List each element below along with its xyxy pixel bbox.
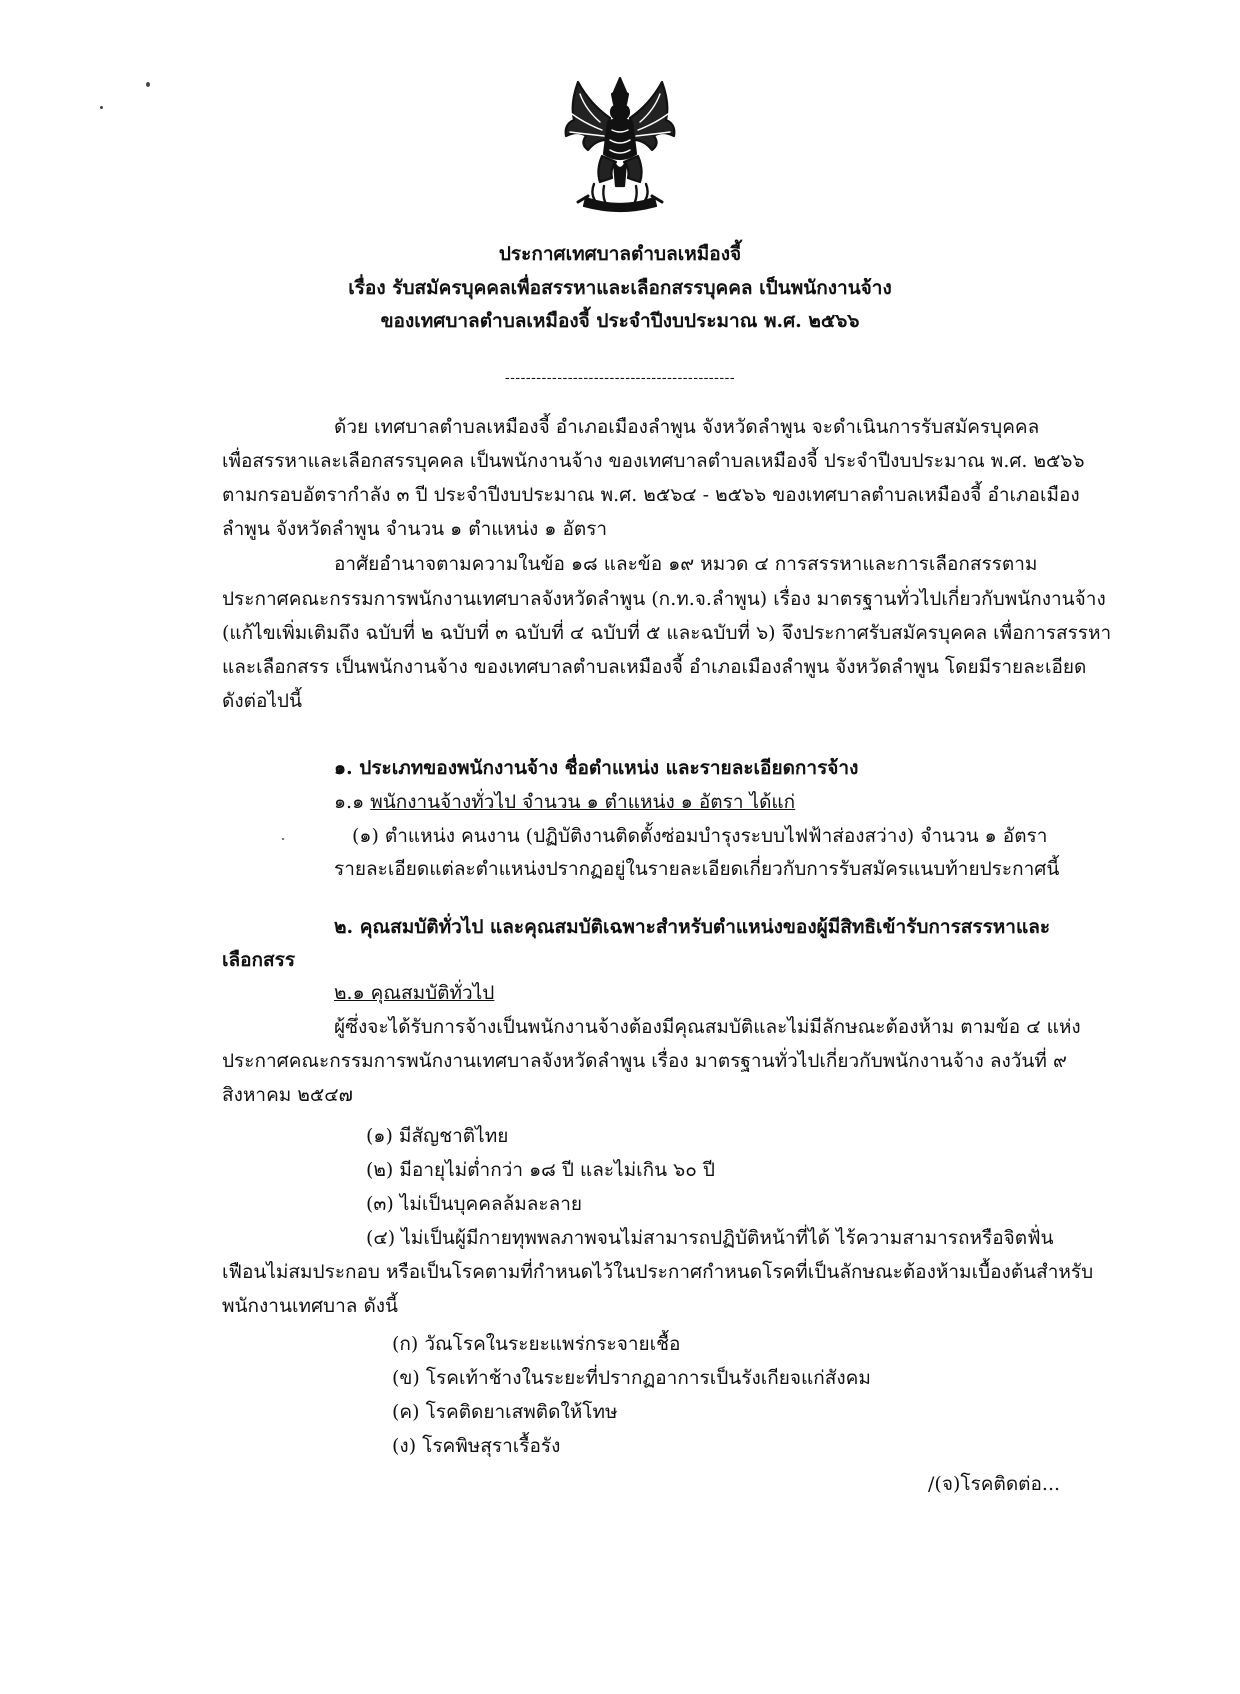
disease-item-a: (ก) วัณโรคในระยะแพร่กระจายเชื้อ bbox=[392, 1333, 681, 1355]
section-2-heading-cont: เลือกสรร bbox=[222, 949, 296, 971]
scan-speck bbox=[282, 838, 284, 840]
continuation-note: /(จ)โรคติดต่อ... bbox=[928, 1473, 1061, 1495]
position-item-1: (๑) ตำแหน่ง คนงาน (ปฏิบัติงานติดตั้งซ่อมบำรุงระบบไฟฟ้าส่องสว่าง) จำนวน ๑ อัตรา bbox=[352, 825, 1048, 847]
section-2-1-heading: ๒.๑ คุณสมบัติทั่วไป bbox=[334, 982, 495, 1004]
section-1-1-number: ๑.๑ bbox=[334, 791, 365, 813]
intro-p2-line-1: อาศัยอำนาจตามความในข้อ ๑๘ และข้อ ๑๙ หมวด ๔ การสรรหาและการเลือกสรรตาม bbox=[334, 553, 1038, 575]
section-2-para-line-1: ผู้ซึ่งจะได้รับการจ้างเป็นพนักงานจ้างต้องมีคุณสมบัติและไม่มีลักษณะต้องห้าม ตามข้อ ๔ แห่ง bbox=[334, 1016, 1081, 1038]
garuda-emblem-icon bbox=[560, 74, 680, 214]
disease-item-d: (ง) โรคพิษสุราเรื้อรัง bbox=[392, 1435, 561, 1457]
disease-item-b: (ข) โรคเท้าช้างในระยะที่ปรากฏอาการเป็นรังเกียจแก่สังคม bbox=[392, 1367, 871, 1389]
scan-speck bbox=[146, 82, 150, 87]
position-note: รายละเอียดแต่ละตำแหน่งปรากฏอยู่ในรายละเอียดเกี่ยวกับการรับสมัครแนบท้ายประกาศนี้ bbox=[334, 858, 1060, 880]
subject-line: เรื่อง รับสมัครบุคคลเพื่อสรรหาและเลือกสรรบุคคล เป็นพนักงานจ้าง bbox=[348, 277, 892, 299]
section-1-heading: ๑. ประเภทของพนักงานจ้าง ชื่อตำแหน่ง และรายละเอียดการจ้าง bbox=[334, 757, 859, 779]
scan-speck bbox=[100, 106, 103, 109]
subject-line-2: ของเทศบาลตำบลเหมืองจี้ ประจำปีงบประมาณ พ.ศ. ๒๕๖๖ bbox=[380, 310, 860, 332]
section-2-heading: ๒. คุณสมบัติทั่วไป และคุณสมบัติเฉพาะสำหรับตำแหน่งของผู้มีสิทธิเข้ารับการสรรหาและ bbox=[334, 916, 1051, 938]
divider: -------------------------------------------- bbox=[504, 370, 736, 386]
disease-item-c: (ค) โรคติดยาเสพติดให้โทษ bbox=[392, 1401, 618, 1423]
section-2-para-line-3: สิงหาคม ๒๕๔๗ bbox=[222, 1084, 353, 1106]
qualification-item-2: (๒) มีอายุไม่ต่ำกว่า ๑๘ ปี และไม่เกิน ๖๐ ปี bbox=[366, 1159, 715, 1181]
intro-p1-line-3: ตามกรอบอัตรากำลัง ๓ ปี ประจำปีงบประมาณ พ.ศ. ๒๕๖๔ - ๒๕๖๖ ของเทศบาลตำบลเหมืองจี้ อำเภอเมือง bbox=[222, 484, 1080, 506]
intro-p2-line-3: (แก้ไขเพิ่มเติมถึง ฉบับที่ ๒ ฉบับที่ ๓ ฉบับที่ ๔ ฉบับที่ ๕ และฉบับที่ ๖) จึงประกาศรับสมัครบุคคล เพื่อการสรรหา bbox=[222, 622, 1112, 644]
section-1-1-heading bbox=[334, 788, 795, 816]
qualification-item-1: (๑) มีสัญชาติไทย bbox=[366, 1125, 509, 1147]
section-1-1-title: พนักงานจ้างทั่วไป จำนวน ๑ ตำแหน่ง ๑ อัตรา ได้แก่ bbox=[370, 791, 796, 813]
qualification-item-4-line-1: (๔) ไม่เป็นผู้มีกายทุพพลภาพจนไม่สามารถปฏิบัติหน้าที่ได้ ไร้ความสามารถหรือจิตฟั่น bbox=[366, 1227, 1054, 1249]
text: ด้วย เทศบาลตำบลเหมืองจี้ อำเภอเมืองลำพูน จังหวัดลำพูน จะดำเนินการรับสมัครบุคคล bbox=[334, 416, 1040, 438]
section-2-para-line-2: ประกาศคณะกรรมการพนักงานเทศบาลจังหวัดลำพูน เรื่อง มาตรฐานทั่วไปเกี่ยวกับพนักงานจ้าง ลงวันที่ ๙ bbox=[222, 1050, 1067, 1072]
intro-p2-line-2: ประกาศคณะกรรมการพนักงานเทศบาลจังหวัดลำพูน (ก.ท.จ.ลำพูน) เรื่อง มาตรฐานทั่วไปเกี่ยวกับพนักงานจ้าง bbox=[222, 588, 1106, 610]
intro-p1-line-1 bbox=[334, 413, 1078, 441]
intro-p1-line-4: ลำพูน จังหวัดลำพูน จำนวน ๑ ตำแหน่ง ๑ อัตรา bbox=[222, 518, 608, 540]
document-title: ประกาศเทศบาลตำบลเหมืองจี้ bbox=[498, 243, 742, 265]
qualification-item-4-line-3: พนักงานเทศบาล ดังนี้ bbox=[222, 1295, 399, 1317]
intro-p1-line-2: เพื่อสรรหาและเลือกสรรบุคคล เป็นพนักงานจ้าง ของเทศบาลตำบลเหมืองจี้ ประจำปีงบประมาณ พ.ศ. ๒๕๖๖ bbox=[222, 450, 1085, 472]
qualification-item-4-line-2: เฟือนไม่สมประกอบ หรือเป็นโรคตามที่กำหนดไว้ในประกาศกำหนดโรคที่เป็นลักษณะต้องห้ามเบื้องต้นสำหรับ bbox=[222, 1261, 1094, 1283]
qualification-item-3: (๓) ไม่เป็นบุคคลล้มละลาย bbox=[366, 1193, 583, 1215]
intro-p2-line-5: ดังต่อไปนี้ bbox=[222, 690, 302, 712]
intro-p2-line-4: และเลือกสรร เป็นพนักงานจ้าง ของเทศบาลตำบลเหมืองจี้ อำเภอเมืองลำพูน จังหวัดลำพูน โดยมีรายละเอียด bbox=[222, 656, 1087, 678]
